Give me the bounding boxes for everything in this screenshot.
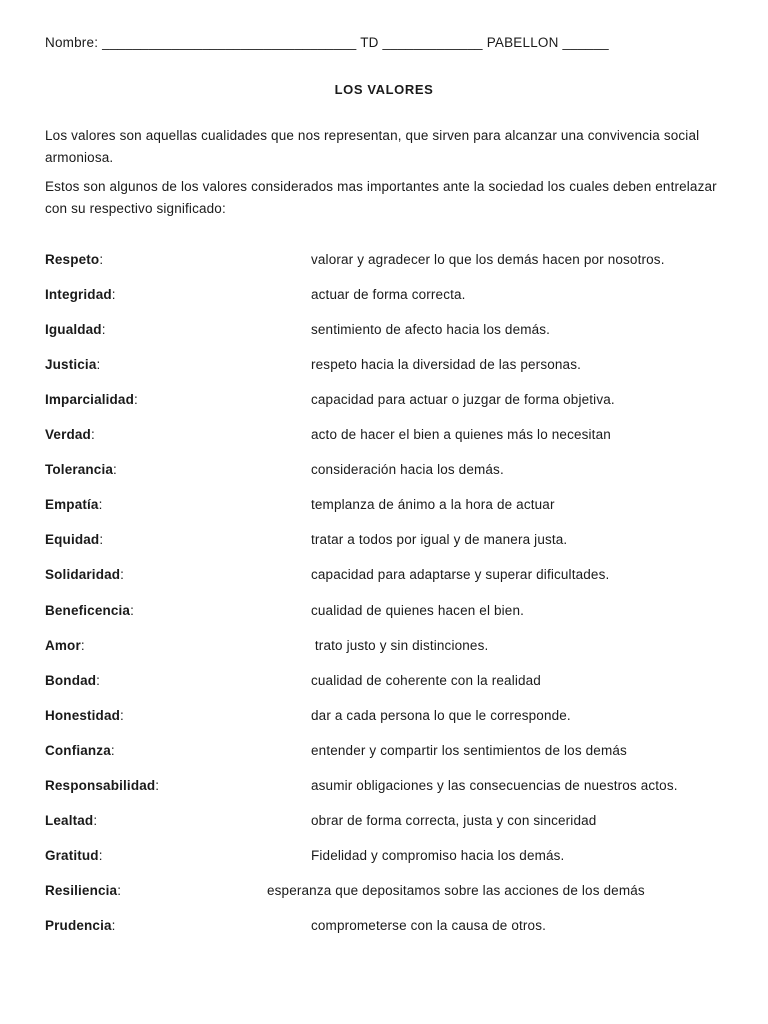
instructions-paragraph: Estos son algunos de los valores considerados mas importantes ante la sociedad los cuales deben entrelazar con su respectivo significado: bbox=[45, 179, 717, 216]
value-term-label: Tolerancia bbox=[45, 462, 114, 478]
value-term-label: Resiliencia bbox=[45, 882, 118, 898]
value-definition: dar a cada persona lo que le corresponde. bbox=[311, 707, 571, 723]
value-row bbox=[45, 392, 745, 412]
value-term-label: Imparcialidad bbox=[45, 392, 134, 408]
value-term bbox=[45, 322, 106, 337]
value-definition: esperanza que depositamos sobre las acciones de los demás bbox=[267, 882, 645, 898]
value-term-colon: : bbox=[99, 532, 104, 548]
value-term-colon: : bbox=[96, 672, 101, 688]
value-term bbox=[45, 883, 121, 898]
value-term bbox=[45, 743, 115, 758]
value-definition: cualidad de quienes hacen el bien. bbox=[311, 602, 525, 618]
value-definition: cualidad de coherente con la realidad bbox=[311, 672, 541, 688]
value-term-colon: : bbox=[111, 917, 116, 933]
value-term-colon: : bbox=[90, 427, 95, 443]
value-term bbox=[45, 567, 124, 582]
value-definition: asumir obligaciones y las consecuencias de nuestros actos. bbox=[311, 777, 678, 793]
value-term-colon: : bbox=[93, 812, 98, 828]
value-term bbox=[45, 462, 117, 477]
value-term-label: Confianza bbox=[45, 742, 111, 758]
value-definition: trato justo y sin distinciones. bbox=[311, 637, 489, 653]
value-term-colon: : bbox=[111, 287, 116, 303]
value-term-label: Empatía bbox=[45, 497, 99, 513]
value-definition: obrar de forma correcta, justa y con sinceridad bbox=[311, 812, 597, 828]
value-definition: entender y compartir los sentimientos de los demás bbox=[311, 742, 627, 758]
value-term-colon: : bbox=[120, 567, 125, 583]
value-definition: sentimiento de afecto hacia los demás. bbox=[311, 322, 551, 338]
value-definition: capacidad para actuar o juzgar de forma objetiva. bbox=[311, 392, 615, 408]
value-term bbox=[45, 918, 116, 933]
value-definition: consideración hacia los demás. bbox=[311, 462, 504, 478]
value-row bbox=[45, 708, 745, 728]
value-term bbox=[45, 813, 97, 828]
value-term-label: Respeto bbox=[45, 252, 100, 267]
value-term bbox=[45, 392, 138, 407]
value-row bbox=[45, 497, 745, 517]
value-term bbox=[45, 778, 159, 793]
value-definition: valorar y agradecer lo que los demás hacen por nosotros. bbox=[311, 252, 665, 267]
value-row bbox=[45, 603, 745, 623]
value-term-colon: : bbox=[113, 462, 117, 478]
value-term bbox=[45, 532, 103, 547]
value-term-label: Amor bbox=[45, 637, 81, 653]
value-definition: comprometerse con la causa de otros. bbox=[311, 917, 547, 933]
value-term-label: Solidaridad bbox=[45, 567, 121, 583]
value-definition: respeto hacia la diversidad de las personas. bbox=[311, 357, 582, 373]
student-info-line: Nombre: _________________________________ TD _____________ PABELLON ______ bbox=[45, 35, 609, 50]
value-term-label: Equidad bbox=[45, 532, 100, 548]
value-term-label: Verdad bbox=[45, 427, 91, 443]
value-term bbox=[45, 673, 100, 688]
value-row bbox=[45, 813, 745, 833]
value-term-colon: : bbox=[80, 637, 85, 653]
value-term-label: Igualdad bbox=[45, 322, 102, 338]
value-row bbox=[45, 778, 745, 798]
value-term bbox=[45, 497, 102, 512]
value-term bbox=[45, 708, 124, 723]
value-row bbox=[45, 427, 745, 447]
value-term bbox=[45, 603, 134, 618]
value-definition: capacidad para adaptarse y superar dificultades. bbox=[311, 567, 610, 583]
value-term-colon: : bbox=[117, 882, 122, 898]
value-term bbox=[45, 357, 100, 372]
value-term-label: Justicia bbox=[45, 357, 97, 373]
value-definition: actuar de forma correcta. bbox=[311, 287, 466, 303]
value-term-label: Honestidad bbox=[45, 707, 121, 723]
value-term bbox=[45, 638, 85, 653]
page-title: LOS VALORES bbox=[334, 82, 434, 97]
value-row bbox=[45, 638, 745, 658]
value-term bbox=[45, 427, 95, 442]
value-term-colon: : bbox=[110, 742, 115, 758]
value-term bbox=[45, 848, 103, 863]
intro-paragraph: Los valores son aquellas cualidades que nos representan, que sirven para alcanzar una convivencia social armoniosa. bbox=[45, 128, 700, 165]
value-term-label: Beneficencia bbox=[45, 602, 131, 618]
value-row bbox=[45, 462, 745, 482]
value-term-label: Bondad bbox=[45, 672, 97, 688]
value-term bbox=[45, 287, 116, 302]
value-term-label: Integridad bbox=[45, 287, 112, 303]
value-row bbox=[45, 357, 745, 377]
value-term-label: Lealtad bbox=[45, 812, 94, 828]
value-definition: Fidelidad y compromiso hacia los demás. bbox=[311, 847, 565, 863]
value-term-colon: : bbox=[130, 602, 134, 618]
value-term-colon: : bbox=[98, 847, 103, 863]
value-row bbox=[45, 673, 745, 693]
value-term-label: Prudencia bbox=[45, 917, 112, 933]
value-term-colon: : bbox=[101, 322, 106, 338]
value-term-colon: : bbox=[133, 392, 138, 408]
value-term-colon: : bbox=[120, 707, 124, 723]
value-term-colon: : bbox=[96, 357, 101, 373]
value-definition: acto de hacer el bien a quienes más lo necesitan bbox=[311, 427, 611, 443]
value-row bbox=[45, 567, 745, 587]
value-row bbox=[45, 743, 745, 763]
value-definition: templanza de ánimo a la hora de actuar bbox=[311, 497, 555, 513]
value-row bbox=[45, 883, 745, 903]
value-row bbox=[45, 918, 745, 938]
value-row bbox=[45, 287, 745, 307]
value-term-colon: : bbox=[99, 252, 104, 267]
value-definition: tratar a todos por igual y de manera justa. bbox=[311, 532, 568, 548]
value-row bbox=[45, 848, 745, 868]
value-term-colon: : bbox=[98, 497, 103, 513]
value-row bbox=[45, 532, 745, 552]
value-row bbox=[45, 322, 745, 342]
value-term-label: Gratitud bbox=[45, 847, 99, 863]
value-term-colon: : bbox=[155, 777, 160, 793]
value-term-label: Responsabilidad bbox=[45, 777, 156, 793]
value-term bbox=[45, 252, 103, 267]
value-row bbox=[45, 252, 745, 272]
